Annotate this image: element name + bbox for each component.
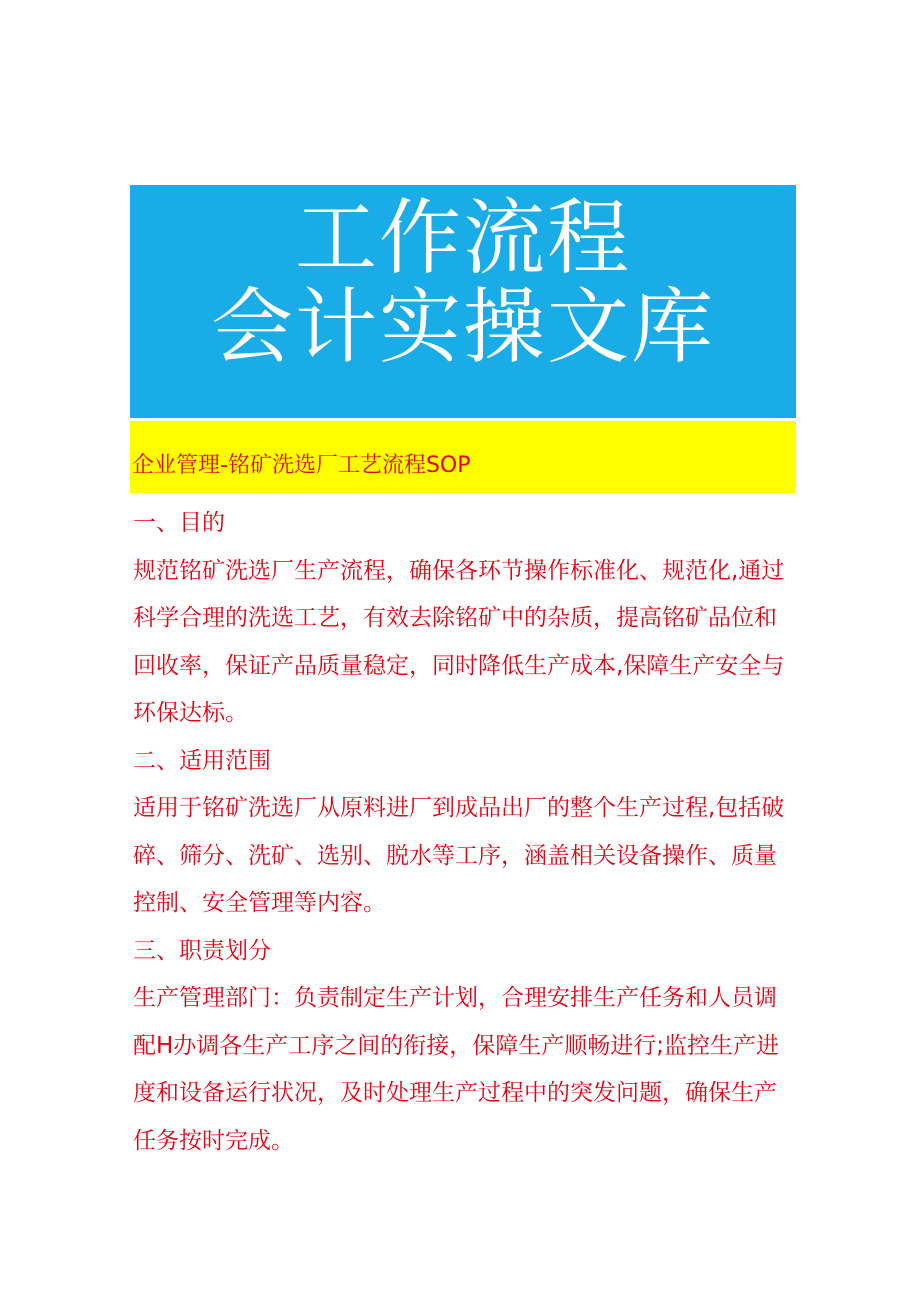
subtitle-bar (130, 421, 796, 493)
banner-title-line-1: 工作流程 (294, 191, 631, 286)
section-heading-purpose: 一、目的 (133, 510, 225, 536)
section-body-purpose: 规范铭矿洗选厂生产流程，确保各环节操作标准化、规范化,通过科学合理的洗选工艺，有效去除铭矿中的杂质，提高铭矿品位和回收率，保证产品质量稳定，同时降低生产成本,保障生产安全与环保达标。 (133, 557, 785, 726)
section-heading-scope: 二、适用范围 (133, 747, 271, 774)
section-body-scope: 适用于铭矿洗选厂从原料进厂到成品出厂的整个生产过程,包括破碎、筛分、洗矿、选别、脱水等工序，涵盖相关设备操作、质量控制、安全管理等内容。 (133, 795, 785, 916)
document-body (133, 500, 799, 1165)
section-body-responsibilities: 生产管理部门：负责制定生产计划，合理安排生产任务和人员调配H办调各生产工序之间的衔接，保障生产顺畅进行;监控生产进度和设备运行状况，及时处理生产过程中的突发问题，确保生产任务按时完成。 (133, 985, 780, 1154)
document-subtitle: 企业管理-铭矿洗选厂工艺流程SOP (132, 453, 471, 478)
section-heading-responsibilities: 三、职责划分 (133, 937, 271, 964)
title-banner (130, 185, 796, 418)
banner-title-line-2: 会计实操文库 (210, 280, 715, 375)
